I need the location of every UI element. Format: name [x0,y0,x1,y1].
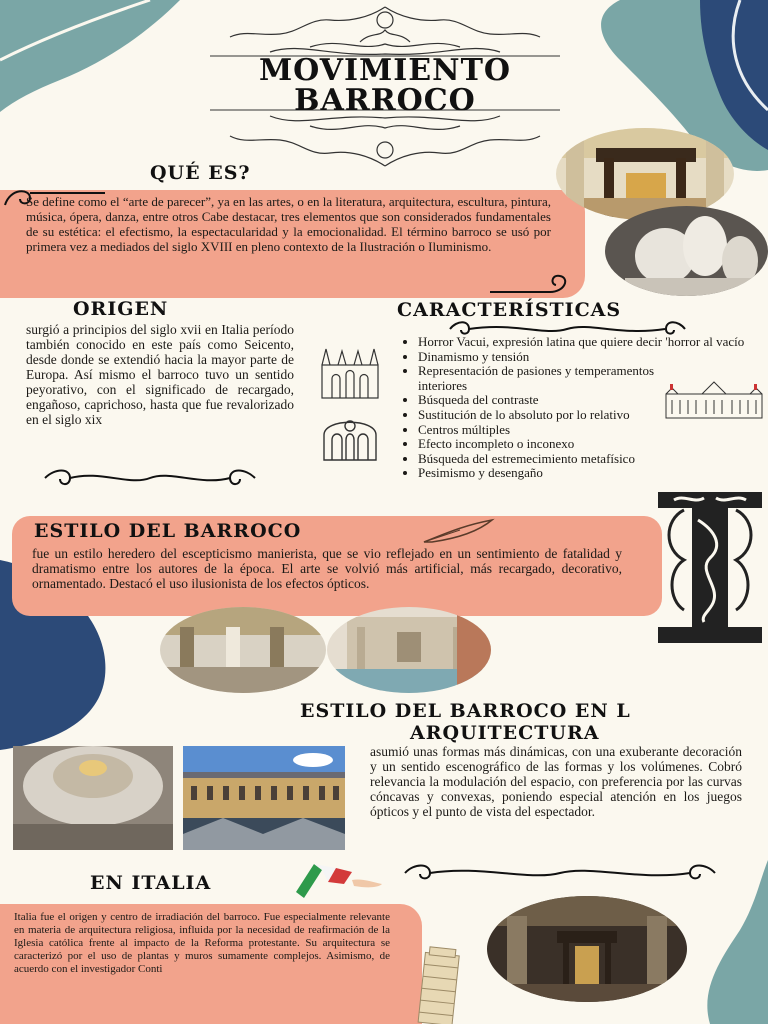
arquitectura-heading [300,700,768,744]
dome-interior-photo [13,746,173,850]
scroll-divider-icon [400,862,720,884]
title-line-1: MOVIMIENTO [258,53,512,88]
que-es-text: Se define como el “arte de parecer”, ya en las artes, o en la literatura, arquitectura, escultura, pintura, música, ópera, danza, entre otros Cabe destacar, tres elementos que son considerados fundamentales de su estética: el efectismo, la espectacularidad y la emocionalidad. El término barroco se usó por primera vez a mediados del siglo XVIII en pleno contexto de la Ilustración o Iluminismo. [26,194,551,254]
baroque-interior-photo [160,607,326,693]
list-item: • Representación de pasiones y temperamentos interiores [418,364,678,393]
scroll-ornament-icon [490,270,575,298]
versailles-palace-photo [183,746,345,850]
italia-text: Italia fue el origen y centro de irradiación del barroco. Fue especialmente relevante en materia de arquitectura religiosa, influida por la necesidad de reafirmación de la Iglesia católica frente al impacto de la Reforma protestante. Su arquitectura se caracterizó por el uso de plantas y muros sumamente complejos. Asimismo, de acuerdo con el investigador Conti [14,911,390,975]
caracteristicas-heading: CARACTERÍSTICAS [397,299,622,321]
list-item: • Dinamismo y tensión [418,350,768,365]
que-es-heading: QUÉ ES? [150,162,251,184]
italia-heading: EN ITALIA [90,872,212,894]
list-item: • Búsqueda del contraste [418,393,768,408]
estilo-text: fue un estilo heredero del escepticismo manierista, que se vio reflejado en un sentimiento de fatalidad y dramatismo entre los autores de la época. El arte se volvió más artificial, más recargado, decorativo, ornamentado. Destacó el uso ilusionista de los efectos ópticos. [32,546,622,591]
arquitectura-heading-line-1: ESTILO DEL BARROCO EN L [300,700,631,722]
scroll-divider-icon [40,466,260,490]
ornamental-letter-i-icon [654,490,766,645]
list-item: • Búsqueda del estremecimiento metafísico [418,452,768,467]
quill-feather-icon [420,516,495,546]
list-item: • Pesimismo y desengaño [418,466,768,481]
gothic-facade-icon [318,345,382,400]
trevi-fountain-photo [327,607,491,693]
laocoon-sculpture-photo [605,206,768,296]
arquitectura-heading-line-2: ARQUITECTURA [410,722,600,744]
italy-flag-icon [292,858,388,898]
list-item: • Sustitución de lo absoluto por lo relativo [418,408,768,423]
arquitectura-text: asumió unas formas más dinámicas, con una exuberante decoración y un sentido escenográfico de las formas y los volúmenes. Cobró relevancia la modulación del espacio, con preferencia por las curvas cóncavas y convexas, poniendo especial atención en los juegos ópticos y el punto de vista del espectador. [370,744,742,819]
origen-text: surgió a principios del siglo xvii en Italia período también conocido en este país como Seicento, desde donde se extendió hacia la mayor parte de Europa. Así mismo el barroco tuvo un sentido peyorativo, con el significado de recargado, engañoso, caprichoso, hasta que fue revalorizado en el siglo xix [26,322,294,427]
title-line-2: BARROCO [294,83,476,118]
origen-heading: ORIGEN [73,298,169,320]
palace-icon [662,378,766,420]
list-item: • Efecto incompleto o inconexo [418,437,768,452]
page-title [150,53,620,118]
list-item: • Horror Vacui, expresión latina que quiere decir 'horror al vacío [418,335,748,350]
right-teal-blob [690,860,768,1024]
gothic-window-icon [320,410,380,462]
estilo-heading: ESTILO DEL BARROCO [34,520,302,542]
baldachin-photo [556,128,734,220]
basilica-interior-photo [487,896,687,1002]
title-ornament-top [210,2,560,57]
leaning-tower-icon [410,946,468,1024]
list-item: • Centros múltiples [418,423,768,438]
